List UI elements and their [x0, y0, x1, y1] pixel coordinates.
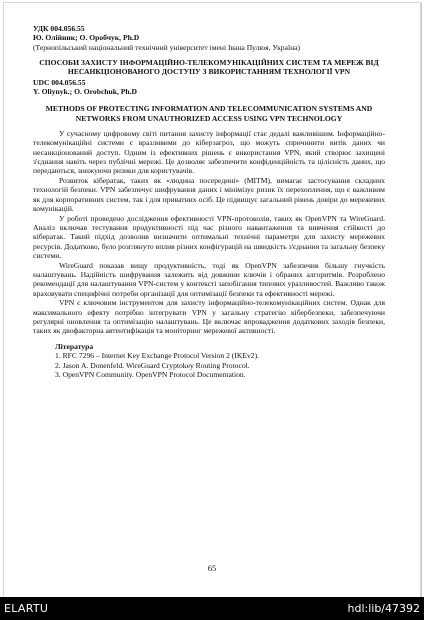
authors-ua: Ю. Олійник; О. Оробчук, Ph.D [33, 33, 140, 43]
article [33, 24, 385, 379]
reference-item: 1. RFC 7296 – Internet Key Exchange Protocol Version 2 (IKEv2). [55, 351, 260, 361]
paragraph-3: У роботі проведено дослідження ефективності VPN-протоколів, таких як OpenVPN та WireGuard. Аналіз включав тестування продуктивності під час різного навантаження та вивчення стійкості до кібератак. Такий підхід дозволив визначити оптимальні технічні параметри для захисту мережевих ресурсів. Додатково, було розглянуто вплив різних конфігурацій на швидкість з'єднання та загальну безпеку системи. [33, 213, 385, 261]
footer-repository-name: ELARTU [4, 602, 49, 615]
title-ua: СПОСОБИ ЗАХИСТУ ІНФОРМАЦІЙНО-ТЕЛЕКОМУНІКАЦІЙНИХ СИСТЕМ ТА МЕРЕЖ ВІД НЕСАНКЦІОНОВАНОГО ДОСТУПУ З ВИКОРИСТАННЯМ ТЕХНОЛОГІЇ VPN [39, 58, 379, 77]
references-heading: Література [55, 341, 94, 351]
reference-item: 3. OpenVPN Community. OpenVPN Protocol Documentation. [55, 370, 246, 379]
udk-en: UDC 004.056.55 [33, 77, 86, 87]
udk-ua: УДК 004.056.55 [33, 24, 85, 33]
footer-bar [0, 597, 424, 620]
affiliation-ua: (Тернопільський національний технічний університет імені Івана Пулюя, Україна) [33, 42, 301, 52]
title-en: METHODS OF PROTECTING INFORMATION AND TELECOMMUNICATION SYSTEMS AND NETWORKS FROM UNAUTHORIZED ACCESS USING VPN TECHNOLOGY [45, 104, 373, 123]
authors-en: Y. Oliynyk.; O. Orobchuk, Ph.D [33, 87, 138, 97]
paragraph-2: Розвиток кібератак, таких як «людина посередині» (MITM), вимагає застосування складних технологій безпеки. VPN забезпечує шифрування даних і мінімізує ризик їх перехоплення, що є важливим як для корпоративних систем, так і для приватних осіб. Це підвищує загальний рівень довіри до мережевих комунікацій. [33, 175, 385, 214]
footer-handle: hdl:lib/47392 [347, 602, 420, 615]
paragraph-5: VPN є ключовим інструментом для захисту інформаційно-телекомунікаційних систем. Однак для максимального ефекту потрібно інтегрувати VPN у загальну стратегію кібербезпеки, забезпечуючи регулярні оновлення та оптимізацію налаштувань. Це включає впровадження додаткових заходів безпеки, таких як двофакторна автентифікація та моніторинг мережевої активності. [33, 298, 385, 336]
paragraph-4: WireGuard показав вищу продуктивність, тоді як OpenVPN забезпечив більшу гнучкість налаштувань. Надійність шифрування залежить від довжини ключів і обраних алгоритмів. Розроблено рекомендації для налаштування VPN-систем у контексті запобігання типових уразливостей. Важливо також враховувати специфічні потреби організації для оптимізації безпеки та ефективності мережі. [33, 260, 385, 298]
page-number: 65 [207, 563, 217, 573]
reference-item: 2. Jason A. Donenfeld. WireGuard Cryptokey Routing Protocol. [55, 360, 250, 370]
paragraph-1: У сучасному цифровому світі питання захисту інформації стає дедалі важливішим. Інформаційно-телекомунікаційні системи є вразливими до кіберзагроз, що можуть спричинити витік даних чи несанкціонований доступ. Одним із ефективних рішень є використання VPN, який створює захищені з'єднання навіть через публічні мережі. Це дозволяє забезпечити конфіденційність та цілісність даних, що передаються, знижуючи ризики для користувачів. [33, 128, 385, 176]
